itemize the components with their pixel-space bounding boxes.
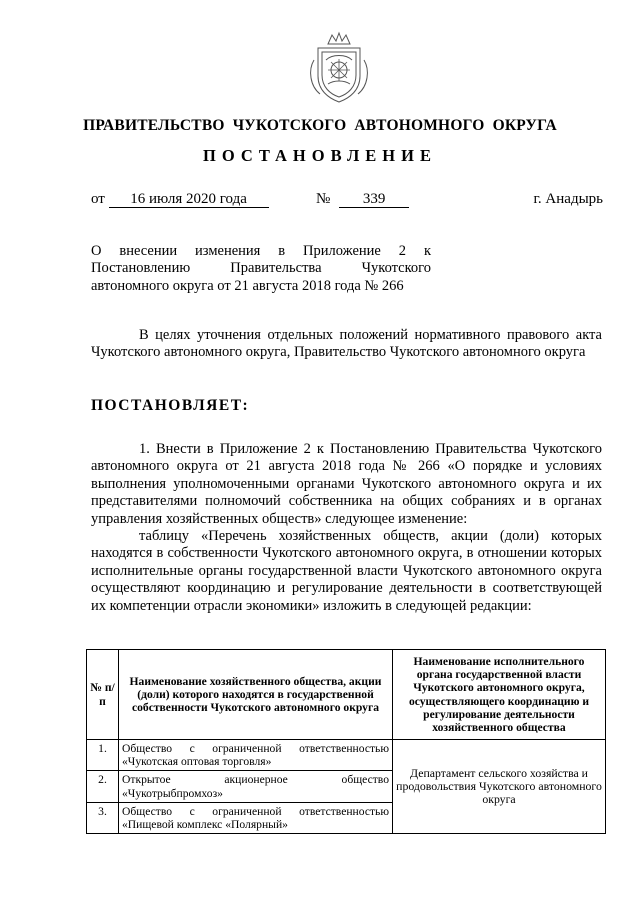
item1-paragraph <box>91 441 602 615</box>
companies-table <box>86 649 606 834</box>
date-prefix: от <box>91 191 105 207</box>
item1-text: 1. Внести в Приложение 2 к Постановлению Правительства Чукотского автономного округа от 21 августа 2018 года № 266 «О порядке и условиях выполнения уполномоченными органами Чукотского автономного округа и их представителями полномочий собственника на общих собраниях и в органах управления хозяйственных обществ» следующее изменение: <box>91 441 602 527</box>
table-header-row <box>87 650 606 740</box>
item1-detail-text: таблицу «Перечень хозяйственных обществ, акции (доли) которых находятся в собственности Чукотского автономного округа, в отношении которых исполнительные органы государственной власти Чукотского автономного округа осуществляют координацию и регулирование деятельности в соответствующей их компетенции отрасли экономики» изложить в следующей редакции: <box>91 528 602 614</box>
date-value: 16 июля 2020 года <box>109 192 269 208</box>
company-name: Открытое акционерное общество «Чукотрыбпромхоз» <box>119 771 393 802</box>
decree-heading: ПОСТАНОВЛЯЕТ: <box>91 397 250 414</box>
company-name: Общество с ограниченной ответственностью «Чукотская оптовая торговля» <box>119 740 393 771</box>
government-title: ПРАВИТЕЛЬСТВО ЧУКОТСКОГО АВТОНОМНОГО ОКРУГА <box>83 117 557 134</box>
preamble-text: В целях уточнения отдельных положений нормативного правового акта Чукотского автономного округа, Правительство Чукотского автономного округа <box>91 327 602 361</box>
document-subject: О внесении изменения в Приложение 2 к Постановлению Правительства Чукотского автономного округа от 21 августа 2018 года № 266 <box>91 243 431 294</box>
row-number: 3. <box>87 802 119 833</box>
header-company-name: Наименование хозяйственного общества, акции (доли) которого находятся в государственной собственности Чукотского автономного округа <box>119 650 393 740</box>
date-line <box>91 191 269 208</box>
company-name: Общество с ограниченной ответственностью «Пищевой комплекс «Полярный» <box>119 802 393 833</box>
row-number: 2. <box>87 771 119 802</box>
number-prefix: № <box>316 191 331 207</box>
coat-of-arms-emblem <box>304 30 374 106</box>
table-row <box>87 740 606 771</box>
header-authority: Наименование исполнительного органа государственной власти Чукотского автономного округа, осуществляющего координацию и регулирование деятельности хозяйственного общества <box>393 650 606 740</box>
row-number: 1. <box>87 740 119 771</box>
number-line <box>316 191 409 208</box>
department-name: Департамент сельского хозяйства и продовольствия Чукотского автономного округа <box>393 740 606 834</box>
place: г. Анадырь <box>533 191 603 207</box>
preamble-paragraph <box>91 327 602 362</box>
header-number: № п/п <box>87 650 119 740</box>
number-value: 339 <box>339 192 409 208</box>
document-type-title: ПОСТАНОВЛЕНИЕ <box>203 146 437 165</box>
